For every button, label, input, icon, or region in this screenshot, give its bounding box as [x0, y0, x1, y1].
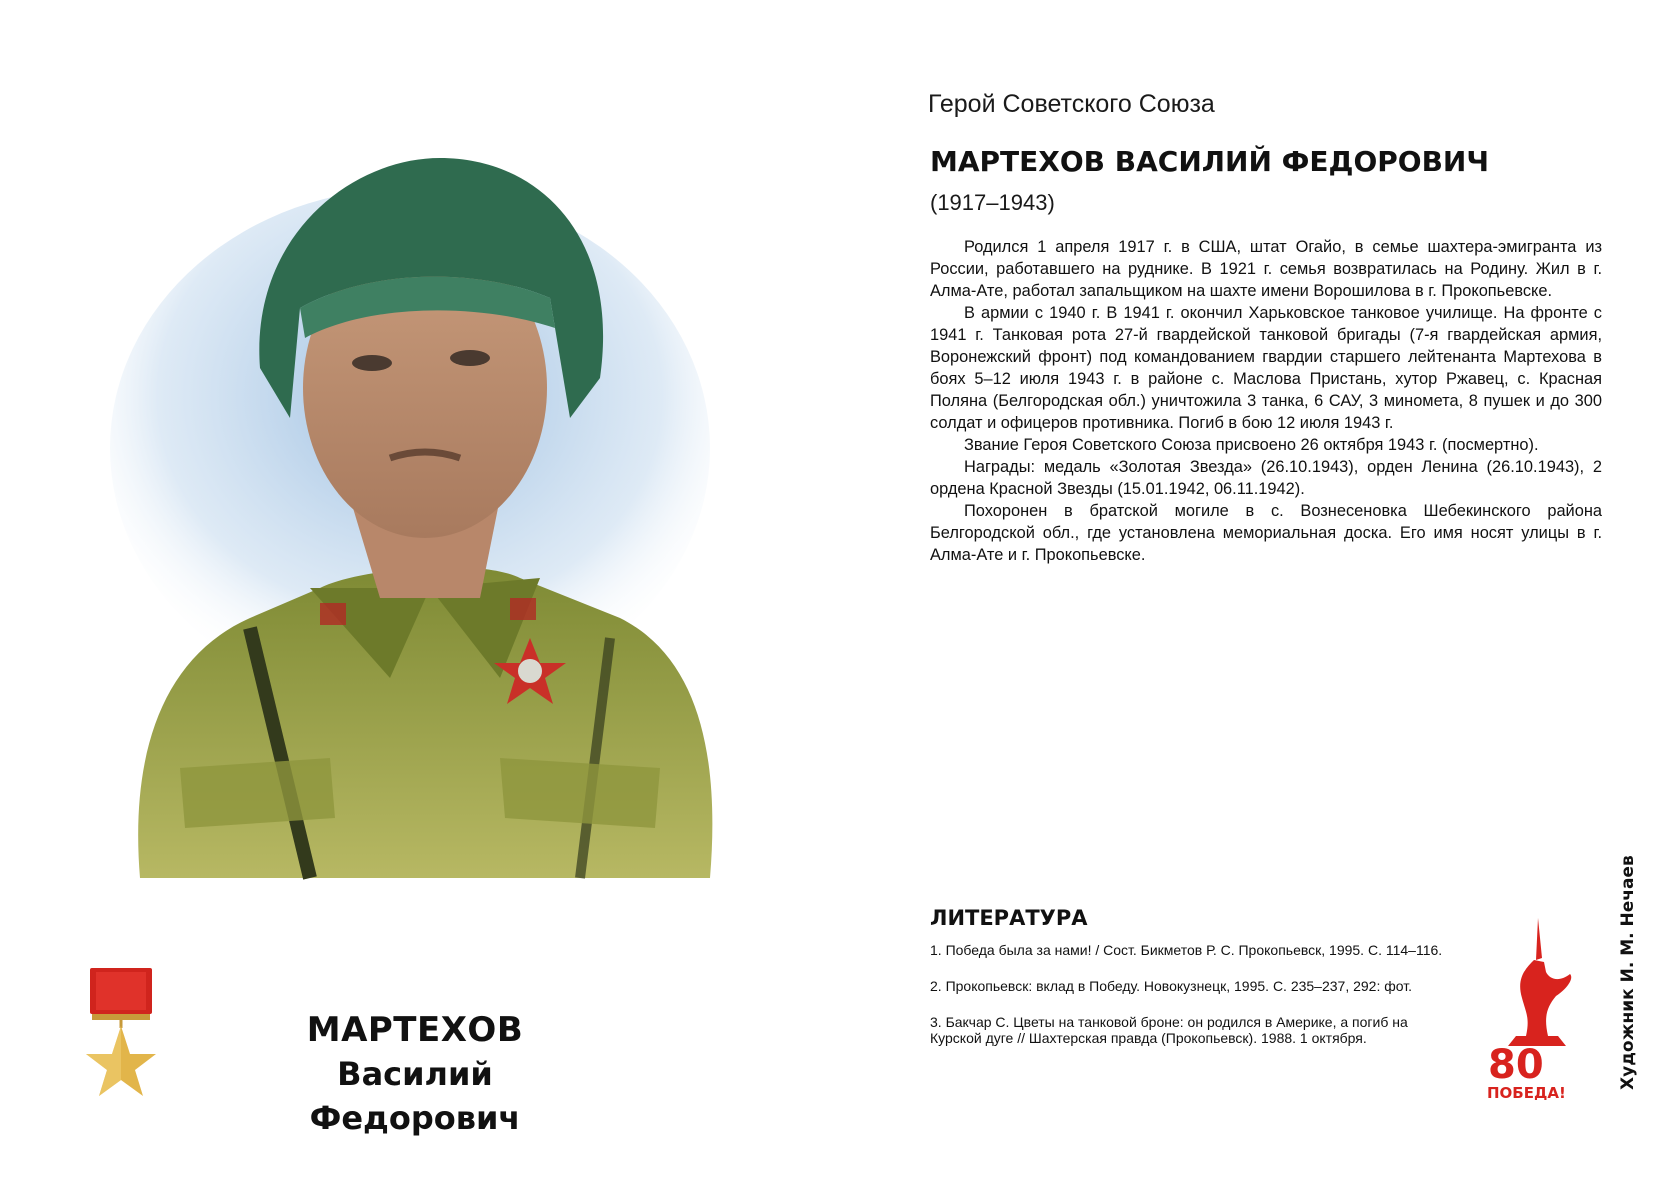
- literature-item: 3. Бакчар С. Цветы на танковой броне: он родился в Америке, а погиб на Курской дуге // Шахтерская правда (Прокопьевск). 1988. 1 октября.: [930, 1014, 1408, 1046]
- bio-paragraph: Награды: медаль «Золотая Звезда» (26.10.1943), орден Ленина (26.10.1943), 2 ордена Красной Звезды (15.01.1942, 06.11.1942).: [930, 458, 1602, 498]
- bio-paragraph: Похоронен в братской могиле в с. Вознесеновка Шебекинского района Белгородской обл., где установлена мемориальная доска. Его имя носят улицы в г. Алма-Ате и г. Прокопьевске.: [930, 502, 1602, 564]
- portrait-caption: [240, 1008, 590, 1140]
- caption-surname: МАРТЕХОВ: [306, 1010, 524, 1050]
- literature-heading: ЛИТЕРАТУРА: [930, 906, 1088, 930]
- hero-title-subtitle: Герой Советского Союза: [928, 90, 1215, 118]
- literature-item: 1. Победа была за нами! / Сост. Бикметов Р. С. Прокопьевск, 1995. С. 114–116.: [930, 942, 1443, 958]
- bio-paragraph: Звание Героя Советского Союза присвоено 26 октября 1943 г. (посмертно).: [964, 436, 1539, 454]
- logo-number: 80: [1488, 1042, 1544, 1088]
- victory-80-logo: [1486, 918, 1576, 1100]
- biography: [930, 236, 1602, 566]
- hero-full-name: МАРТЕХОВ ВАСИЛИЙ ФЕДОРОВИЧ: [930, 145, 1489, 178]
- portrait-illustration: [100, 118, 740, 908]
- literature-item: 2. Прокопьевск: вклад в Победу. Новокузнецк, 1995. С. 235–237, 292: фот.: [930, 978, 1412, 994]
- literature-list: [930, 942, 1450, 1066]
- artist-credit: Художник И. М. Нечаев: [1618, 855, 1638, 1090]
- life-years: (1917–1943): [930, 190, 1055, 215]
- bio-paragraph: Родился 1 апреля 1917 г. в США, штат Огайо, в семье шахтера-эмигранта из России, работавшего на руднике. В 1921 г. семья возвратилась на Родину. Жил в г. Алма-Ате, работал запальщиком на шахте имени Ворошилова в г. Прокопьевске.: [930, 238, 1602, 300]
- bio-paragraph: В армии с 1940 г. В 1941 г. окончил Харьковское танковое училище. На фронте с 1941 г. Танковая рота 27-й гвардейской танковой бригады (7-я гвардейская армия, Воронежский фронт) под командованием гвардии старшего лейтенанта Мартехова в боях 5–12 июля 1943 г. в районе с. Маслова Пристань, хутор Ржавец, с. Красная Поляна (Белгородская обл.) уничтожила 3 танка, 6 САУ, 3 миномета, 8 пушек и до 300 солдат и офицеров противника. Погиб в бою 12 июля 1943 г.: [930, 304, 1602, 432]
- caption-given-names: Василий Федорович: [309, 1055, 521, 1137]
- logo-word: ПОБЕДА!: [1487, 1084, 1566, 1100]
- gold-star-medal-icon: [86, 966, 156, 1098]
